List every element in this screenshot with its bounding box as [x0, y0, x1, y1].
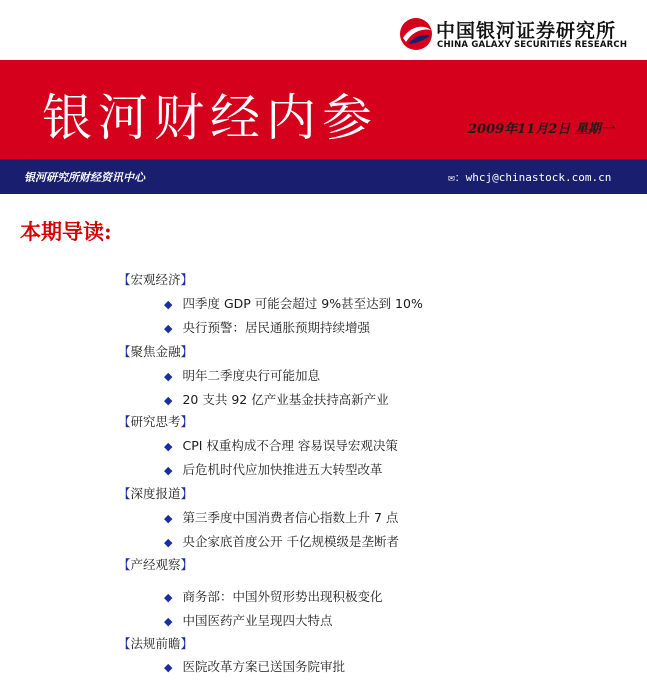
- diamond-icon: ◆: [164, 394, 173, 407]
- toc-item[interactable]: ◆ 四季度 GDP 可能会超过 9%甚至达到 10%: [164, 296, 423, 311]
- toc-item[interactable]: ◆ 央企家底首度公开 千亿规模级是垄断者: [164, 534, 399, 549]
- toc-category: 【法规前瞻】: [118, 636, 194, 651]
- diamond-icon: ◆: [164, 322, 173, 335]
- toc-item[interactable]: ◆ 央行预警：居民通胀预期持续增强: [164, 320, 370, 335]
- diamond-icon: ◆: [164, 536, 173, 549]
- info-bar: [0, 159, 647, 194]
- toc-item[interactable]: ◆ 20 支共 92 亿产业基金扶持高新产业: [164, 392, 389, 407]
- toc-item[interactable]: ◆ 后危机时代应加快推进五大转型改革: [164, 462, 383, 477]
- diamond-icon: ◆: [164, 464, 173, 477]
- diamond-icon: ◆: [164, 440, 173, 453]
- toc-category: 【研究思考】: [118, 414, 194, 429]
- toc-item[interactable]: ◆ CPI 权重构成不合理 容易误导宏观决策: [164, 438, 398, 453]
- galaxy-logo-icon: [398, 16, 434, 52]
- logo-chinese-name: 中国银河证券研究所: [436, 20, 617, 42]
- toc-item[interactable]: ◆ 明年二季度央行可能加息: [164, 368, 320, 383]
- toc-item[interactable]: ◆ 医院改革方案已送国务院审批: [164, 659, 345, 674]
- toc-item[interactable]: ◆ 商务部：中国外贸形势出现积极变化: [164, 589, 383, 604]
- diamond-icon: ◆: [164, 615, 173, 628]
- diamond-icon: ◆: [164, 370, 173, 383]
- toc-item[interactable]: ◆ 中国医药产业呈现四大特点: [164, 613, 333, 628]
- header-logo-row: [0, 0, 647, 60]
- toc-category: 【深度报道】: [118, 486, 194, 501]
- diamond-icon: ◆: [164, 661, 173, 674]
- email-contact: ✉：whcj@chinastock.com.cn: [448, 171, 612, 184]
- diamond-icon: ◆: [164, 298, 173, 311]
- issue-date: 2009年11月2日 星期一: [468, 122, 614, 137]
- guide-title: 本期导读:: [20, 219, 112, 244]
- logo-english-name: CHINA GALAXY SECURITIES RESEARCH: [437, 40, 628, 50]
- diamond-icon: ◆: [164, 512, 173, 525]
- toc-category: 【聚焦金融】: [118, 344, 194, 359]
- publication-title: 银河财经内参: [42, 89, 378, 147]
- toc-category: 【产经观察】: [118, 557, 194, 572]
- diamond-icon: ◆: [164, 591, 173, 604]
- toc-category: 【宏观经济】: [118, 272, 194, 287]
- department-label: 银河研究所财经资讯中心: [24, 171, 145, 184]
- toc-item[interactable]: ◆ 第三季度中国消费者信心指数上升 7 点: [164, 510, 399, 525]
- title-banner: [0, 60, 647, 159]
